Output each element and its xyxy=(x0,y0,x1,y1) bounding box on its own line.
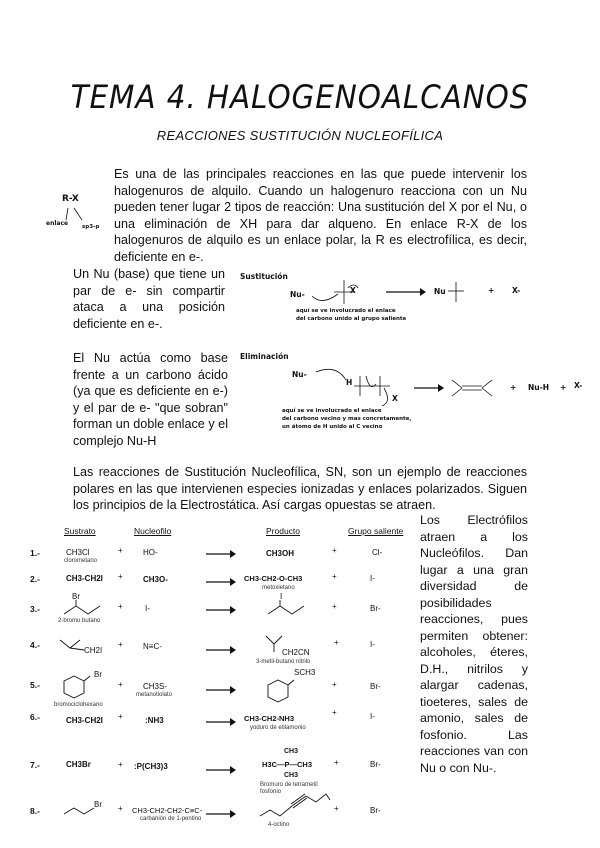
row-7-leaving-group: Br- xyxy=(370,760,381,769)
row-7-nucleophile: :P(CH3)3 xyxy=(134,762,168,771)
eliminacion-heading: Eliminación xyxy=(240,352,289,361)
row-5-product: SCH3 xyxy=(294,668,316,677)
row-6-product-name: yoduro de etilamonio xyxy=(250,725,306,731)
row-5-substrate: Br xyxy=(94,670,102,679)
row-2-plus: + xyxy=(118,572,123,581)
row-4-plus: + xyxy=(118,640,123,649)
elim-nu: Nu- xyxy=(292,370,307,379)
row-7-plus-2: + xyxy=(334,758,339,767)
elim-plus-1: + xyxy=(510,383,517,392)
eliminacion-paragraph: El Nu actúa como base frente a un carbono ácido (ya que es deficiente en e-) y el par de e- "que sobran" forman un doble enlace y el complejo Nu-H xyxy=(73,351,228,448)
row-5-substrate-name: bromociclohexano xyxy=(54,702,103,708)
sust-nu: Nu- xyxy=(290,290,305,299)
row-number-3: 3.- xyxy=(30,604,40,614)
row-8-nucleophile-name: carbanión de 1-pentino xyxy=(140,816,202,822)
row-1-plus: + xyxy=(118,546,123,555)
row-8-substrate: Br xyxy=(94,800,102,809)
elim-note-2: del carbono vecino y mas concretamente, xyxy=(282,416,412,422)
row-1-plus-2: + xyxy=(332,546,337,555)
row-6-plus: + xyxy=(118,712,123,721)
row-1-substrate-name: clorometano xyxy=(64,558,98,564)
row-4-nucleophile: N≡C- xyxy=(143,642,162,651)
col-header-sustrato: Sustrato xyxy=(64,526,96,536)
row-2-leaving-group: I- xyxy=(370,574,375,583)
row-4-product-name: 3-metil-butano nitrilo xyxy=(256,659,311,665)
row-1-leaving-group: Cl- xyxy=(372,548,383,557)
row-number-7: 7.- xyxy=(30,760,40,770)
row-7-arrow xyxy=(206,766,236,774)
row-2-product-name: metoxietano xyxy=(262,585,295,591)
row-6-arrow xyxy=(206,718,236,726)
row-number-4: 4.- xyxy=(30,640,40,650)
sust-mechanism xyxy=(300,278,380,308)
row-3-arrow xyxy=(206,606,236,614)
side-paragraph: Los Electrófilos atraen a los Nucleófilos. Dan lugar a una gran diversidad de posibilidades reacciones, pues permiten obtener: alcoholes, éteres, D.H., nitrilos y alargar cadenas, tioeteres, sales de amonio, sales de fosfonio. Las reacciones van con Nu o con Nu-. xyxy=(420,513,528,775)
row-7-product-top: CH3 xyxy=(284,748,299,755)
sust-note-2: del carbono unido al grupo saliente xyxy=(296,316,407,322)
row-5-product-ring xyxy=(266,676,296,706)
row-5-nucleophile-name: metanotiolato xyxy=(136,692,173,698)
row-3-substrate: Br xyxy=(72,592,80,601)
sust-product-carbon xyxy=(446,280,466,304)
col-header-grupo-saliente: Grupo saliente xyxy=(348,526,404,536)
sust-product: Nu xyxy=(434,287,446,296)
row-3-substrate-name: 2-bromo butano xyxy=(58,618,101,624)
row-number-5: 5.- xyxy=(30,680,40,690)
row-3-product-structure xyxy=(266,602,306,616)
row-number-8: 8.- xyxy=(30,806,40,816)
sn-paragraph: Las reacciones de Sustitución Nucleofílica, SN, son un ejemplo de reacciones polares en las que intervienen especies ionizadas y enlaces polarizados. Siguen los principios de la Electrostática. Así cargas opuestas se atraen. xyxy=(73,465,527,512)
row-5-plus-2: + xyxy=(332,680,337,689)
sust-xminus: X- xyxy=(512,286,521,295)
row-5-nucleophile: CH3S- xyxy=(143,682,168,691)
row-2-plus-2: + xyxy=(332,572,337,581)
row-1-nucleophile: HO- xyxy=(143,548,158,557)
row-7-product: H3C—P—CH3 xyxy=(262,760,313,769)
row-number-6: 6.- xyxy=(30,712,40,722)
row-1-product: CH3OH xyxy=(266,549,295,558)
hybrid-label: sp3-p xyxy=(82,224,100,230)
alkene-product xyxy=(448,378,498,398)
row-3-plus: + xyxy=(118,602,123,611)
row-6-nucleophile: :NH3 xyxy=(145,716,164,725)
elim-x: X xyxy=(392,394,398,403)
elim-arrow xyxy=(414,384,444,392)
row-5-plus: + xyxy=(118,680,123,689)
sustitucion-heading: Sustitución xyxy=(240,272,288,281)
elim-nuh: Nu-H xyxy=(528,383,550,392)
row-number-1: 1.- xyxy=(30,548,40,558)
sustitucion-paragraph: Un Nu (base) que tiene un par de e- sin compartir ataca a una posición deficiente en e-. xyxy=(73,267,225,331)
elim-note-1: aquí se ve involucrado el enlace xyxy=(282,408,382,414)
row-4-leaving-group: I- xyxy=(370,640,375,649)
page-subtitle: REACCIONES SUSTITUCIÓN NUCLEOFÍLICA xyxy=(156,128,444,143)
page-title: TEMA 4. HALOGENOALCANOS xyxy=(70,78,530,116)
sust-plus: + xyxy=(488,286,495,295)
row-7-product-name: Bromuro de tetrametil fosfonio xyxy=(260,782,318,795)
row-3-nucleophile: I- xyxy=(145,604,150,613)
row-6-plus-2: + xyxy=(332,708,337,717)
sust-arrow xyxy=(386,288,426,296)
row-8-leaving-group: Br- xyxy=(370,806,381,815)
row-8-plus: + xyxy=(118,804,123,813)
row-4-plus-2: + xyxy=(334,638,339,647)
row-6-product: CH3-CH2-NH3 xyxy=(244,714,295,723)
row-3-plus-2: + xyxy=(332,602,337,611)
row-1-substrate: CH3Cl xyxy=(66,548,90,557)
intro-paragraph: Es una de las principales reacciones en las que puede intervenir los halogenuros de alquilo. Cuando un halogenuro reacciona con un Nu pueden tener lugar 2 tipos de reacción: Una sustitución del X por el Nu, o una eliminación de XH para dar alqueno. En enlace R-X de los halogenuros de alquilo es un enlace polar, la R es electrofílica, es decir, deficiente en e-. xyxy=(114,167,527,264)
row-2-substrate: CH3-CH2I xyxy=(66,574,103,583)
enlace-label: enlace xyxy=(46,220,69,227)
elim-plus-2: + xyxy=(560,383,567,392)
row-7-plus: + xyxy=(118,760,123,769)
col-header-producto: Producto xyxy=(266,526,301,536)
row-4-arrow xyxy=(206,646,236,654)
row-8-arrow xyxy=(206,810,236,818)
row-3-product: I xyxy=(280,592,283,601)
row-number-2: 2.- xyxy=(30,574,40,584)
sust-x: X xyxy=(350,286,356,295)
row-1-arrow xyxy=(206,550,236,558)
row-8-product-structure xyxy=(258,786,332,820)
elim-xminus: X- xyxy=(574,381,583,390)
row-6-substrate: CH3-CH2I xyxy=(66,716,103,725)
row-8-substrate-structure xyxy=(62,804,96,816)
row-5-leaving-group: Br- xyxy=(370,682,381,691)
row-5-substrate-ring xyxy=(62,672,92,702)
sust-note-1: aquí se ve involucrado el enlace xyxy=(296,308,396,314)
rx-label: R-X xyxy=(62,194,79,204)
row-3-substrate-structure xyxy=(62,602,102,616)
elim-h: H xyxy=(346,378,353,387)
row-2-arrow xyxy=(206,578,236,586)
row-4-substrate: CH2I xyxy=(84,646,103,655)
elim-note-3: un átomo de H unido al C vecino xyxy=(282,424,383,430)
row-7-product-bottom: CH3 xyxy=(284,772,299,779)
row-2-product: CH3-CH2-O-CH3 xyxy=(244,574,303,583)
col-header-nucleofilo: Nucleofilo xyxy=(134,526,172,536)
row-5-arrow xyxy=(206,686,236,694)
row-8-product-name: 4-octino xyxy=(268,822,290,828)
row-7-substrate: CH3Br xyxy=(66,760,91,769)
row-8-nucleophile: CH3-CH2-CH2-C≡C- xyxy=(132,806,203,815)
row-3-leaving-group: Br- xyxy=(370,604,381,613)
row-2-nucleophile: CH3O- xyxy=(143,575,168,584)
row-6-leaving-group: I- xyxy=(370,712,375,721)
row-8-plus-2: + xyxy=(334,804,339,813)
row-4-product: CH2CN xyxy=(282,648,310,657)
